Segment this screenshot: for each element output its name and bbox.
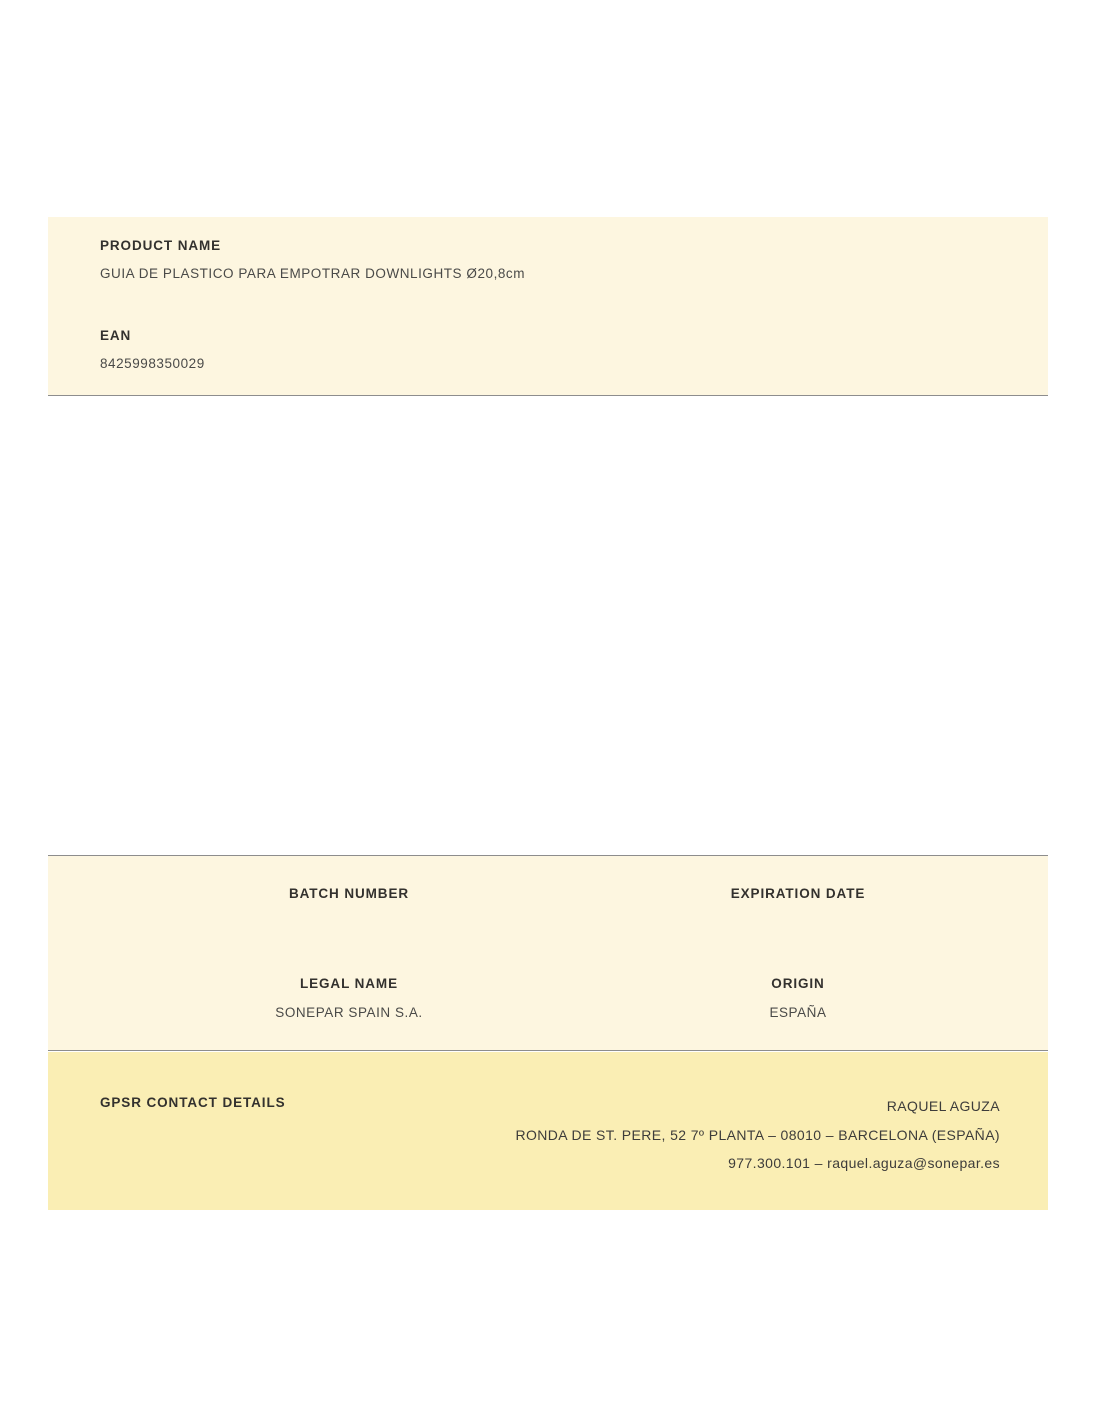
batch-number-label: BATCH NUMBER (288, 886, 410, 901)
legal-name-label: LEGAL NAME (299, 976, 398, 991)
origin-label: ORIGIN (771, 976, 825, 991)
ean-value: 8425998350029 (100, 356, 205, 371)
origin-value: ESPAÑA (769, 1005, 827, 1020)
gpsr-contact-details-label: GPSR CONTACT DETAILS (100, 1095, 286, 1110)
gpsr-contact-block (48, 1052, 1048, 1210)
legal-name-value: SONEPAR SPAIN S.A. (275, 1005, 423, 1020)
batch-legal-block (48, 855, 1048, 1051)
gpsr-contact-phone-email: 977.300.101 – raquel.aguza@sonepar.es (728, 1155, 1000, 1171)
expiration-date-label: EXPIRATION DATE (730, 886, 866, 901)
gpsr-contact-values (515, 1092, 1000, 1178)
gpsr-contact-address: RONDA DE ST. PERE, 52 7º PLANTA – 08010 – BARCELONA (ESPAÑA) (515, 1126, 1000, 1143)
product-name-label: PRODUCT NAME (100, 238, 222, 253)
product-name-value: GUIA DE PLASTICO PARA EMPOTRAR DOWNLIGHTS Ø20,8cm (100, 266, 526, 281)
ean-label: EAN (100, 328, 132, 343)
product-info-block (48, 217, 1048, 396)
gpsr-contact-name: RAQUEL AGUZA (886, 1098, 1000, 1114)
